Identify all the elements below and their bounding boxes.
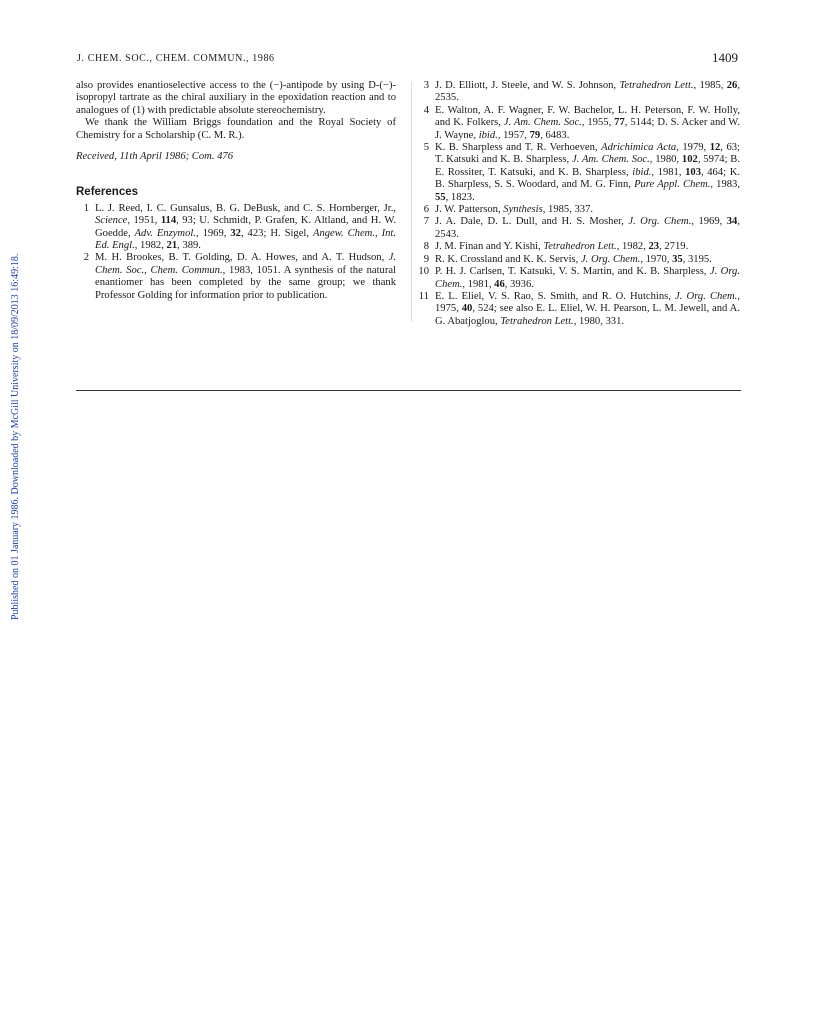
reference-item	[418, 80, 740, 105]
reference-item	[418, 241, 740, 253]
page-number: 1409	[712, 50, 738, 65]
reference-text: R. K. Crossland and K. K. Servis, J. Org. Chem., 1970, 35, 3195.	[435, 253, 712, 265]
reference-text: J. M. Finan and Y. Kishi, Tetrahedron Lett., 1982, 23, 2719.	[435, 241, 689, 253]
reference-text: J. D. Elliott, J. Steele, and W. S. Johnson, Tetrahedron Lett., 1985, 26, 2535.	[435, 80, 740, 104]
reference-list-left	[76, 203, 396, 302]
reference-item	[418, 204, 740, 216]
reference-number: 7	[423, 216, 429, 228]
reference-item	[418, 216, 740, 241]
reference-text: K. B. Sharpless and T. R. Verhoeven, Adrichimica Acta, 1979, 12, 63; T. Katsuki and K. B. Sharpless, J. Am. Chem. Soc., 1980, 102, 5974; B. E. Rossiter, T. Katsuki, and K. B. Sharpless, ibid., 1981, 103, 464; K. B. Sharpless, S. S. Woodard, and M. G. Finn, Pure Appl. Chem., 1983, 55, 1823.	[435, 142, 741, 203]
left-column	[76, 80, 396, 302]
reference-number: 3	[423, 80, 429, 91]
reference-text: P. H. J. Carlsen, T. Katsuki, V. S. Martin, and K. B. Sharpless, J. Org. Chem., 1981, 46, 3936.	[435, 266, 740, 290]
reference-text: E. L. Eliel, V. S. Rao, S. Smith, and R. O. Hutchins, J. Org. Chem., 1975, 40, 524; see also E. L. Eliel, W. H. Pearson, L. M. Jewell, and A. G. Abatjoglou, Tetrahedron Lett., 1980, 331.	[435, 290, 740, 327]
received-date: Received, 11th April 1986; Com. 476	[76, 151, 234, 163]
reference-text: E. Walton, A. F. Wagner, F. W. Bachelor, L. H. Peterson, F. W. Holly, and K. Folkers, J. Am. Chem. Soc., 1955, 77, 5144; D. S. Acker and W. J. Wayne, ibid., 1957, 79, 6483.	[435, 104, 740, 141]
reference-number: 2	[83, 252, 89, 264]
column-divider	[411, 82, 412, 322]
download-watermark[interactable]: Published on 01 January 1986. Downloaded by McGill University on 18/09/2013 16:49:18.	[10, 253, 21, 620]
body-text	[76, 80, 396, 163]
reference-item	[76, 203, 396, 253]
reference-item	[418, 291, 740, 328]
reference-text: L. J. Reed, I. C. Gunsalus, B. G. DeBusk, and C. S. Hornberger, Jr., Science, 1951, 114, 93; U. Schmidt, P. Grafen, K. Altland, and H. W. Goedde, Adv. Enzymol., 1969, 32, 423; H. Sigel, Angew. Chem., Int. Ed. Engl., 1982, 21, 389.	[95, 202, 397, 252]
reference-item	[418, 266, 740, 291]
reference-text: J. W. Patterson, Synthesis, 1985, 337.	[435, 204, 594, 216]
reference-number: 6	[423, 204, 429, 216]
reference-text: M. H. Brookes, B. T. Golding, D. A. Howes, and A. T. Hudson, J. Chem. Soc., Chem. Commun., 1983, 1051. A synthesis of the natural enantiomer has been completed by the same group; we thank Professor Golding for information prior to publication.	[95, 252, 396, 301]
acknowledgement-paragraph: We thank the William Briggs foundation and the Royal Society of Chemistry for a Scholarship (C. M. R.).	[76, 117, 396, 141]
reference-number: 5	[423, 142, 429, 154]
reference-item	[418, 254, 740, 266]
reference-number: 9	[423, 253, 429, 265]
reference-text: J. A. Dale, D. L. Dull, and H. S. Mosher, J. Org. Chem., 1969, 34, 2543.	[435, 216, 740, 240]
body-paragraph-1: also provides enantioselective access to the (−)-antipode by using D-(−)-isopropyl tartrate as the chiral auxiliary in the epoxidation reaction and to analogues of (1) with predictable absolute stereochemistry.	[76, 80, 396, 116]
reference-list-right	[418, 80, 740, 328]
reference-number: 1	[83, 202, 89, 214]
running-header: J. CHEM. SOC., CHEM. COMMUN., 1986	[77, 53, 275, 64]
references-heading: References	[76, 186, 139, 199]
reference-number: 11	[418, 290, 429, 302]
right-column	[418, 80, 740, 328]
bottom-rule	[76, 390, 741, 391]
reference-item	[418, 105, 740, 142]
reference-number: 8	[423, 241, 429, 253]
reference-item	[418, 142, 740, 204]
reference-number: 4	[423, 104, 429, 116]
reference-number: 10	[418, 266, 429, 278]
reference-item	[76, 252, 396, 302]
